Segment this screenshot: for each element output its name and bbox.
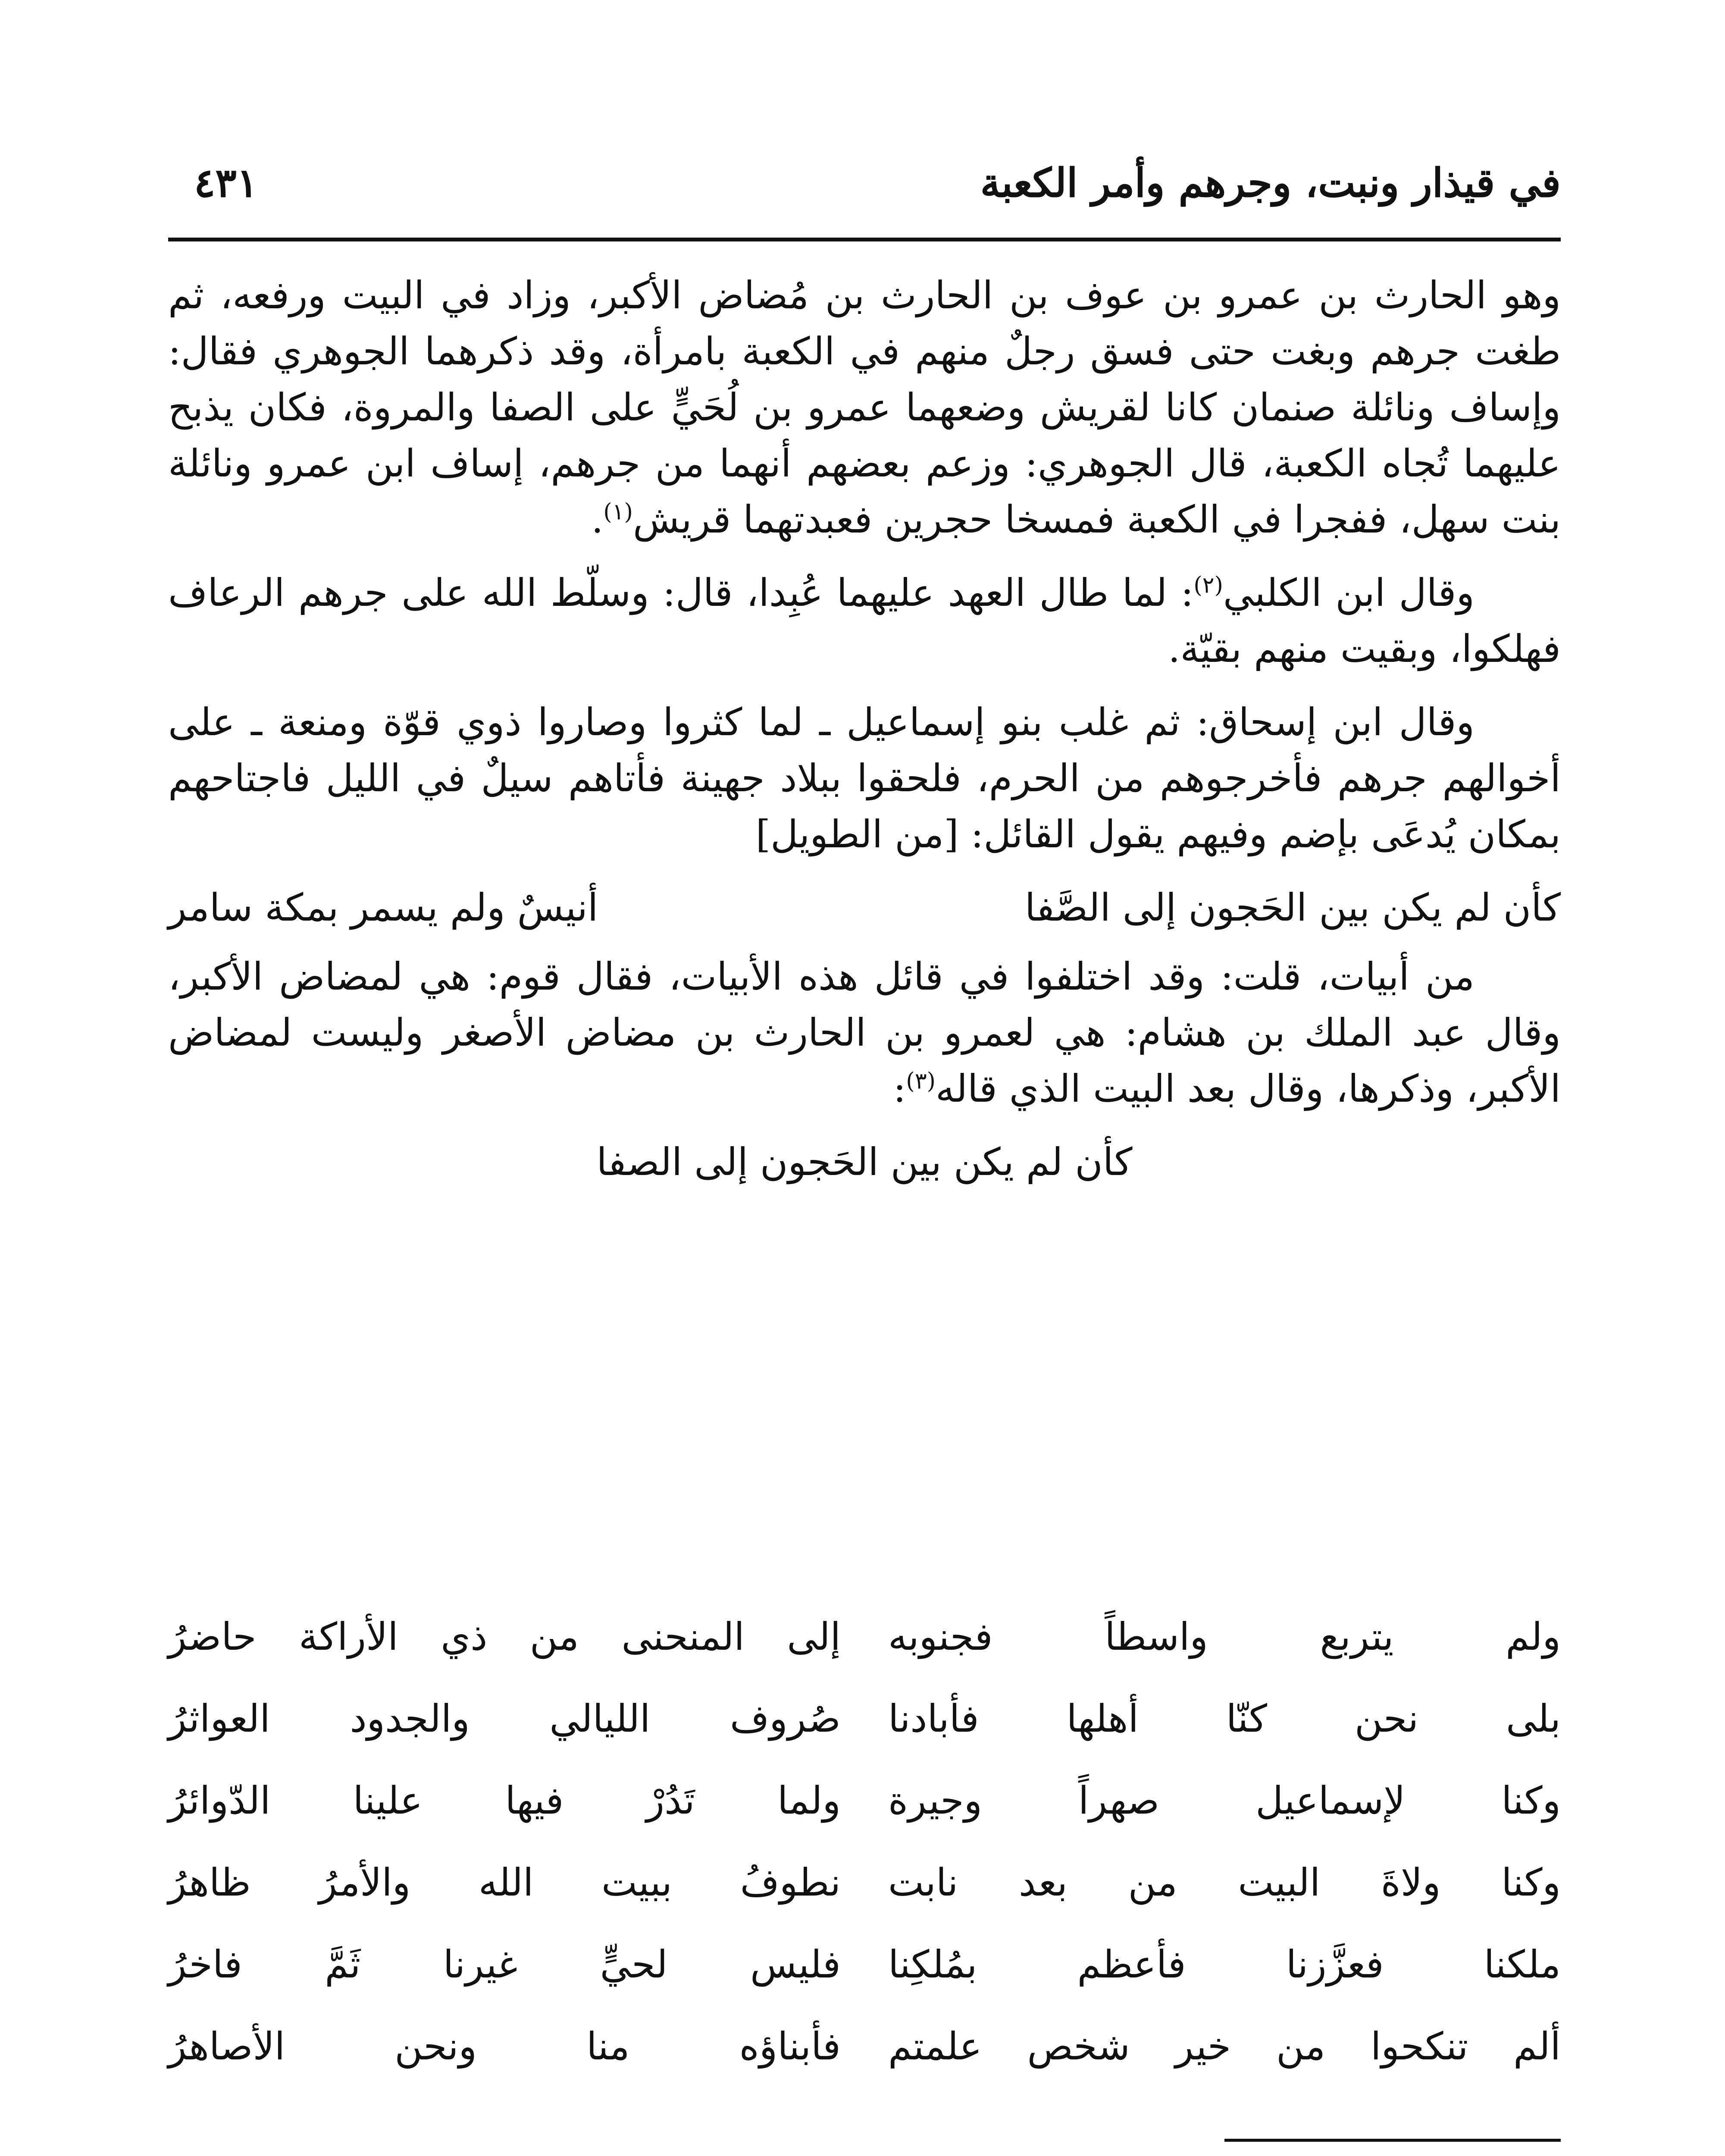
poem-hemistich-right: بلى نحن كنّا أهلها فأبادنا (888, 1696, 1561, 1741)
poem-hemistich-left: صُروف الليالي والجدود العواثرُ (168, 1696, 841, 1741)
running-title: في قيذار ونبت، وجرهم وأمر الكعبة (980, 160, 1561, 206)
page-header (168, 142, 1561, 241)
verse-second-hemistich: أنيسٌ ولم يسمر بمكة سامر (168, 885, 598, 930)
poem-couplet (168, 1923, 1561, 2005)
header-divider (168, 238, 1561, 241)
poem-couplet (168, 1677, 1561, 1759)
poem-hemistich-right: ملكنا فعزَّزنا فأعظم بمُلكِنا (888, 1942, 1561, 1987)
poem (168, 1595, 1561, 2087)
footnote-ref-3: (٣) (906, 1068, 936, 1094)
paragraph-2: وقال ابن الكلبي$^{(٢)}$: لما طال العهد عليهما عُبِدا، قال: وسلّط الله على جرهم الرعاف فهلكوا، وبقيت منهم بقيّة. (168, 570, 1561, 671)
poem-hemistich-left: فأبناؤه منا ونحن الأصاهرُ (168, 2024, 841, 2068)
verse-line (168, 880, 1561, 936)
poem-couplet (168, 1759, 1561, 1841)
page-number: ٤٣١ (194, 160, 258, 206)
verse-first-hemistich: كأن لم يكن بين الحَجون إلى الصَّفا (1024, 885, 1561, 930)
paragraph-4: من أبيات، قلت: وقد اختلفوا في قائل هذه الأبيات، فقال قوم: هي لمضاض الأكبر، وقال عبد الملك بن هشام: هي لعمرو بن الحارث بن مضاض الأصغر وليست لمضاض الأكبر، وذكرها، وقال بعد البيت الذي قاله$^{(٣)}$: (168, 954, 1561, 1111)
paragraph-3: وقال ابن إسحاق: ثم غلب بنو إسماعيل ـ لما كثروا وصاروا ذوي قوّة ومنعة ـ على أخوالهم جرهم فأخرجوهم من الحرم، فلحقوا ببلاد جهينة فأتاهم سيلٌ في الليل فاجتاحهم بمكان يُدعَى بإضم وفيهم يقول القائل: [من الطويل] (168, 700, 1561, 856)
footnote-ref-2: (٢) (1193, 572, 1223, 599)
main-text (168, 267, 1561, 1216)
poem-hemistich-left: نطوفُ ببيت الله والأمرُ ظاهرُ (168, 1860, 841, 1905)
footnote-divider (1224, 2139, 1561, 2142)
poem-hemistich-left: ولما تَدُرْ فيها علينا الدّوائرُ (168, 1778, 841, 1823)
centered-verse: كأن لم يكن بين الحَجون إلى الصفا (596, 1140, 1133, 1184)
poem-hemistich-right: وكنا ولاةَ البيت من بعد نابت (888, 1860, 1561, 1905)
poem-couplet (168, 1841, 1561, 1923)
poem-couplet (168, 2005, 1561, 2087)
poem-hemistich-left: إلى المنحنى من ذي الأراكة حاضرُ (168, 1614, 841, 1659)
poem-hemistich-right: وكنا لإسماعيل صهراً وجيرة (888, 1778, 1561, 1823)
poem-couplet (168, 1595, 1561, 1677)
poem-hemistich-right: ولم يتربع واسطاً فجنوبه (888, 1614, 1561, 1659)
poem-hemistich-left: فليس لحيٍّ غيرنا ثَمَّ فاخرُ (168, 1942, 841, 1987)
paragraph-1: وهو الحارث بن عمرو بن عوف بن الحارث بن مُضاض الأكبر، وزاد في البيت ورفعه، ثم طغت جرهم وبغت حتى فسق رجلٌ منهم في الكعبة بامرأة، وقد ذكرهما الجوهري فقال: وإساف ونائلة صنمان كانا لقريش وضعهما عمرو بن لُحَيٍّ على الصفا والمروة، فكان يذبح عليهما تُجاه الكعبة، قال الجوهري: وزعم بعضهم أنهما من جرهم، إساف ابن عمرو ونائلة بنت سهل، ففجرا في الكعبة فمسخا حجرين فعبدتهما قريش$^{(١)}$. (168, 273, 1561, 542)
poem-hemistich-right: ألم تنكحوا من خير شخص علمتم (888, 2024, 1561, 2068)
footnote-ref-1: (١) (603, 499, 633, 525)
